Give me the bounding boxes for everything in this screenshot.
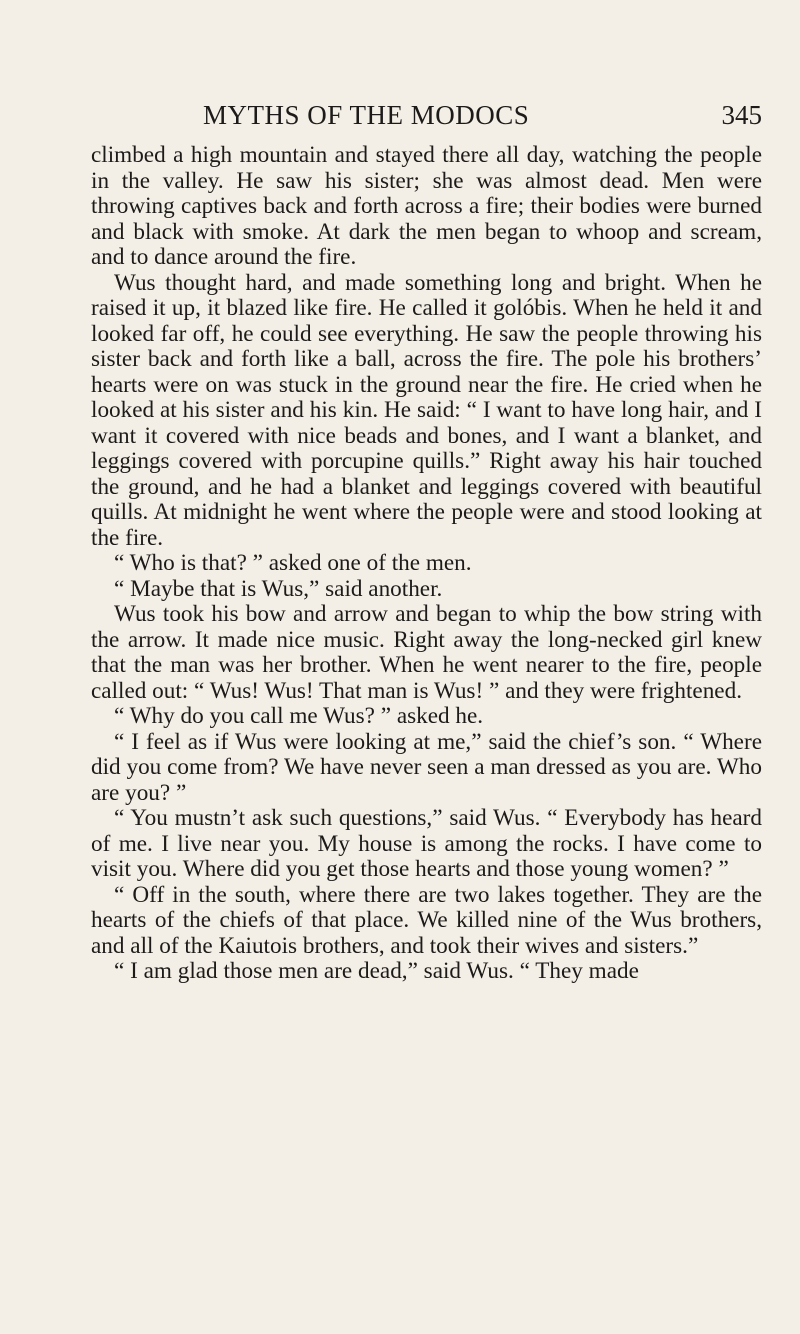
paragraph-dialogue: “ Who is that? ” asked one of the men. [114,550,472,576]
paragraph-dialogue: “ I feel as if Wus were looking at me,” said the chief’s son. “ Where did you come from? We have never seen a man dressed as you are. Who are you? ” [91,728,762,806]
paragraph-dialogue: “ Why do you call me Wus? ” asked he. [114,703,484,729]
paragraph-dialogue: “ Off in the south, where there are two lakes together. They are the hearts of the chiefs of that place. We killed nine of the Wus brothers, and all of the Kaiutois brothers, and took their wives and sisters.” [91,881,762,959]
paragraph-bow-music: Wus took his bow and arrow and began to whip the bow string with the arrow. It made nice music. Right away the long-necked girl knew that the man was her brother. When he went nearer to the fire, people called out: “ Wus! Wus! That man is Wus! ” and they were frightened. [91,601,762,704]
paragraph-wus-makes-golobis: Wus thought hard, and made something long and bright. When he raised it up, it blazed like fire. He called it golóbis. When he held it and looked far off, he could see everything. He saw the people throwing his sister back and forth like a ball, across the fire. The pole his brothers’ hearts were on was stuck in the ground near the fire. He cried when he looked at his sister and his kin. He said: “ I want to have long hair, and I want it covered with nice beads and bones, and I want a blanket, and leggings covered with porcupine quills.” Right away his hair touched the ground, and he had a blanket and leggings covered with beautiful quills. At midnight he went where the people were and stood looking at the fire. [91,269,762,551]
paragraph-dialogue: “ I am glad those men are dead,” said Wus. “ They made [114,958,639,984]
paragraph-dialogue: “ Maybe that is Wus,” said another. [114,575,443,602]
running-title: MYTHS OF THE MODOCS [203,100,530,130]
body-text [91,143,762,985]
page-number: 345 [721,100,762,130]
running-head [91,95,762,135]
paragraph-continuation: climbed a high mountain and stayed there all day, watching the people in the valley. He saw his sister; she was almost dead. Men were throwing captives back and forth across a fire; their bodies were burned and black with smoke. At dark the men began to whoop and scream, and to dance around the fire. [91,142,762,270]
paragraph-dialogue: “ You mustn’t ask such questions,” said Wus. “ Everybody has heard of me. I live near you. My house is among the rocks. I have come to visit you. Where did you get those hearts and those young women? ” [91,805,762,882]
